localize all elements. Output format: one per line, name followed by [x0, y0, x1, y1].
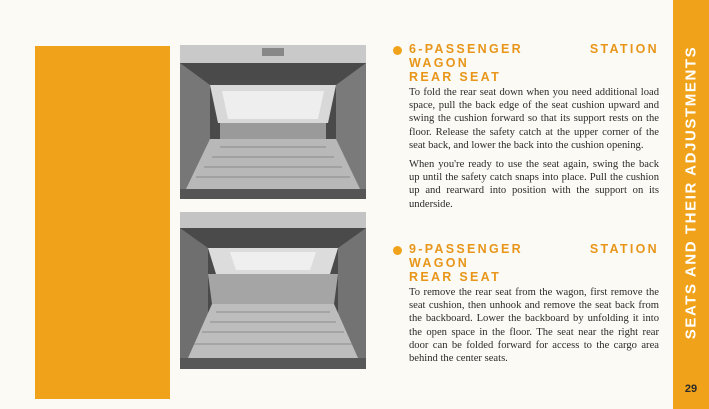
section-six-passenger-rear-seat: [393, 42, 659, 211]
section-nine-passenger-rear-seat: [393, 242, 659, 365]
page-number: 29: [684, 383, 698, 395]
section-heading: [409, 242, 659, 284]
paragraph-fold-seat: To fold the rear seat down when you need additional load space, pull the back edge of the seat cushion upward and swing the cushion forward so that its support rests on the floor. Release the safety catch at the upper corner of the seat back, and lower the back into the cushion opening.: [409, 87, 659, 151]
photo-nine-passenger-cargo: [180, 212, 366, 369]
heading-line-2: REAR SEAT: [409, 70, 502, 84]
section-heading: [409, 42, 659, 84]
bullet-dot-icon: [393, 46, 402, 55]
decorative-color-block: [35, 46, 170, 399]
bullet-dot-icon: [393, 246, 402, 255]
heading-line-2: REAR SEAT: [409, 270, 502, 284]
photo-six-passenger-cargo: [180, 45, 366, 199]
heading-line-1: 9-PASSENGER STATION WAGON: [409, 242, 659, 270]
photo-nine-passenger-illustration: [180, 212, 366, 369]
heading-line-1: 6-PASSENGER STATION WAGON: [409, 42, 659, 70]
photo-six-passenger-illustration: [180, 45, 366, 199]
paragraph-restore-seat: When you're ready to use the seat again, swing the back up until the safety catch snaps into place. Pull the cushion up and rearward into position with the support on its underside.: [409, 159, 659, 210]
chapter-title-vertical: [675, 22, 707, 362]
chapter-title-text: SEATS AND THEIR ADJUSTMENTS: [682, 45, 700, 339]
section-heading-row: [393, 42, 659, 84]
paragraph-remove-seat: To remove the rear seat from the wagon, first remove the seat cushion, then unhook and remove the seat back from the backboard. Lower the backboard by unfolding it into the open space in the floor. The seat near the right rear door can be folded forward for access to the cargo area behind the center seats.: [409, 287, 659, 365]
section-heading-row: [393, 242, 659, 284]
